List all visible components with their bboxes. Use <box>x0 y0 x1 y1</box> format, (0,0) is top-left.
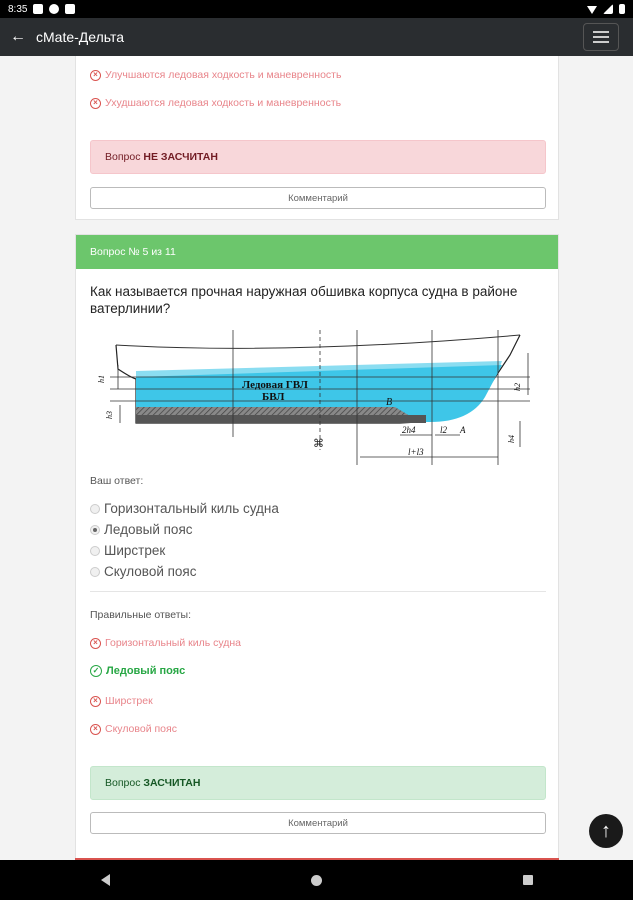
comment-button[interactable]: Комментарий <box>90 187 546 209</box>
result-alert: Вопрос НЕ ЗАСЧИТАН <box>90 140 546 174</box>
label-h1: h1 <box>97 375 106 383</box>
correct-answer-item: ✓ Ледовый пояс <box>90 665 185 677</box>
nav-back-icon[interactable] <box>101 874 110 886</box>
question-text: Как называется прочная наружная обшивка корпуса судна в районе ватерлинии? <box>90 284 518 316</box>
arrow-left-icon[interactable]: ← <box>10 28 26 45</box>
x-circle-icon: × <box>90 638 101 649</box>
your-answer-label: Ваш ответ: <box>90 475 144 487</box>
nav-home-icon[interactable] <box>311 875 322 886</box>
result-status: НЕ ЗАСЧИТАН <box>143 151 218 163</box>
app-notification-icon <box>49 4 59 14</box>
battery-icon <box>619 4 625 14</box>
x-circle-icon: × <box>90 696 101 707</box>
status-time: 8:35 <box>8 3 28 15</box>
label-bvl: БВЛ <box>262 391 285 403</box>
status-bar <box>0 0 633 18</box>
label-l-plus-l3: l+l3 <box>408 447 424 457</box>
label-h4: h4 <box>507 435 516 443</box>
nav-recent-apps-icon[interactable] <box>523 875 533 885</box>
label-h2: h2 <box>513 383 522 391</box>
notification-icon <box>33 4 43 14</box>
previous-question-card <box>75 56 559 220</box>
label-l2: l2 <box>440 425 448 435</box>
radio-button[interactable] <box>90 504 100 514</box>
option-row[interactable]: Ледовый пояс <box>90 519 279 540</box>
question-header: Вопрос № 5 из 11 <box>76 235 558 269</box>
label-2h4: 2h4 <box>402 425 416 435</box>
correct-answer-item: × Горизонтальный киль судна <box>90 637 241 649</box>
app-bar <box>0 18 633 56</box>
answer-item: × Ухудшаются ледовая ходкость и маневренность <box>90 97 341 109</box>
label-b: B <box>386 397 393 408</box>
x-circle-icon: × <box>90 98 101 109</box>
question-card <box>75 234 559 860</box>
signal-icon <box>603 4 613 14</box>
divider <box>90 591 546 592</box>
answer-options <box>90 498 279 582</box>
option-row[interactable]: Ширстрек <box>90 540 279 561</box>
arrow-up-circle-icon[interactable]: ↑ <box>589 814 623 848</box>
hull-diagram <box>90 325 546 473</box>
wifi-icon <box>587 4 597 14</box>
midship-symbol-icon: ⌘ <box>313 437 324 450</box>
radio-button[interactable] <box>90 567 100 577</box>
option-row[interactable]: Горизонтальный киль судна <box>90 498 279 519</box>
answer-item: × Улучшаются ледовая ходкость и маневренность <box>90 69 341 81</box>
label-ice-gvl: Ледовая ГВЛ <box>242 379 308 391</box>
app-title: cMate-Дельта <box>36 29 124 45</box>
option-row[interactable]: Скуловой пояс <box>90 561 279 582</box>
comment-button[interactable]: Комментарий <box>90 812 546 834</box>
result-alert: Вопрос ЗАСЧИТАН <box>90 766 546 800</box>
content-area[interactable] <box>0 56 633 860</box>
radio-button[interactable] <box>90 525 100 535</box>
correct-answer-item: × Скуловой пояс <box>90 723 177 735</box>
radio-button[interactable] <box>90 546 100 556</box>
download-icon <box>65 4 75 14</box>
x-circle-icon: × <box>90 724 101 735</box>
check-circle-icon: ✓ <box>90 665 102 677</box>
result-status: ЗАСЧИТАН <box>143 777 201 789</box>
label-a: A <box>460 425 466 435</box>
system-nav-bar <box>0 860 633 900</box>
correct-answer-item: × Ширстрек <box>90 695 153 707</box>
correct-answers-label: Правильные ответы: <box>90 609 192 621</box>
x-circle-icon: × <box>90 70 101 81</box>
hamburger-icon[interactable] <box>583 23 619 51</box>
label-h3: h3 <box>105 411 114 419</box>
